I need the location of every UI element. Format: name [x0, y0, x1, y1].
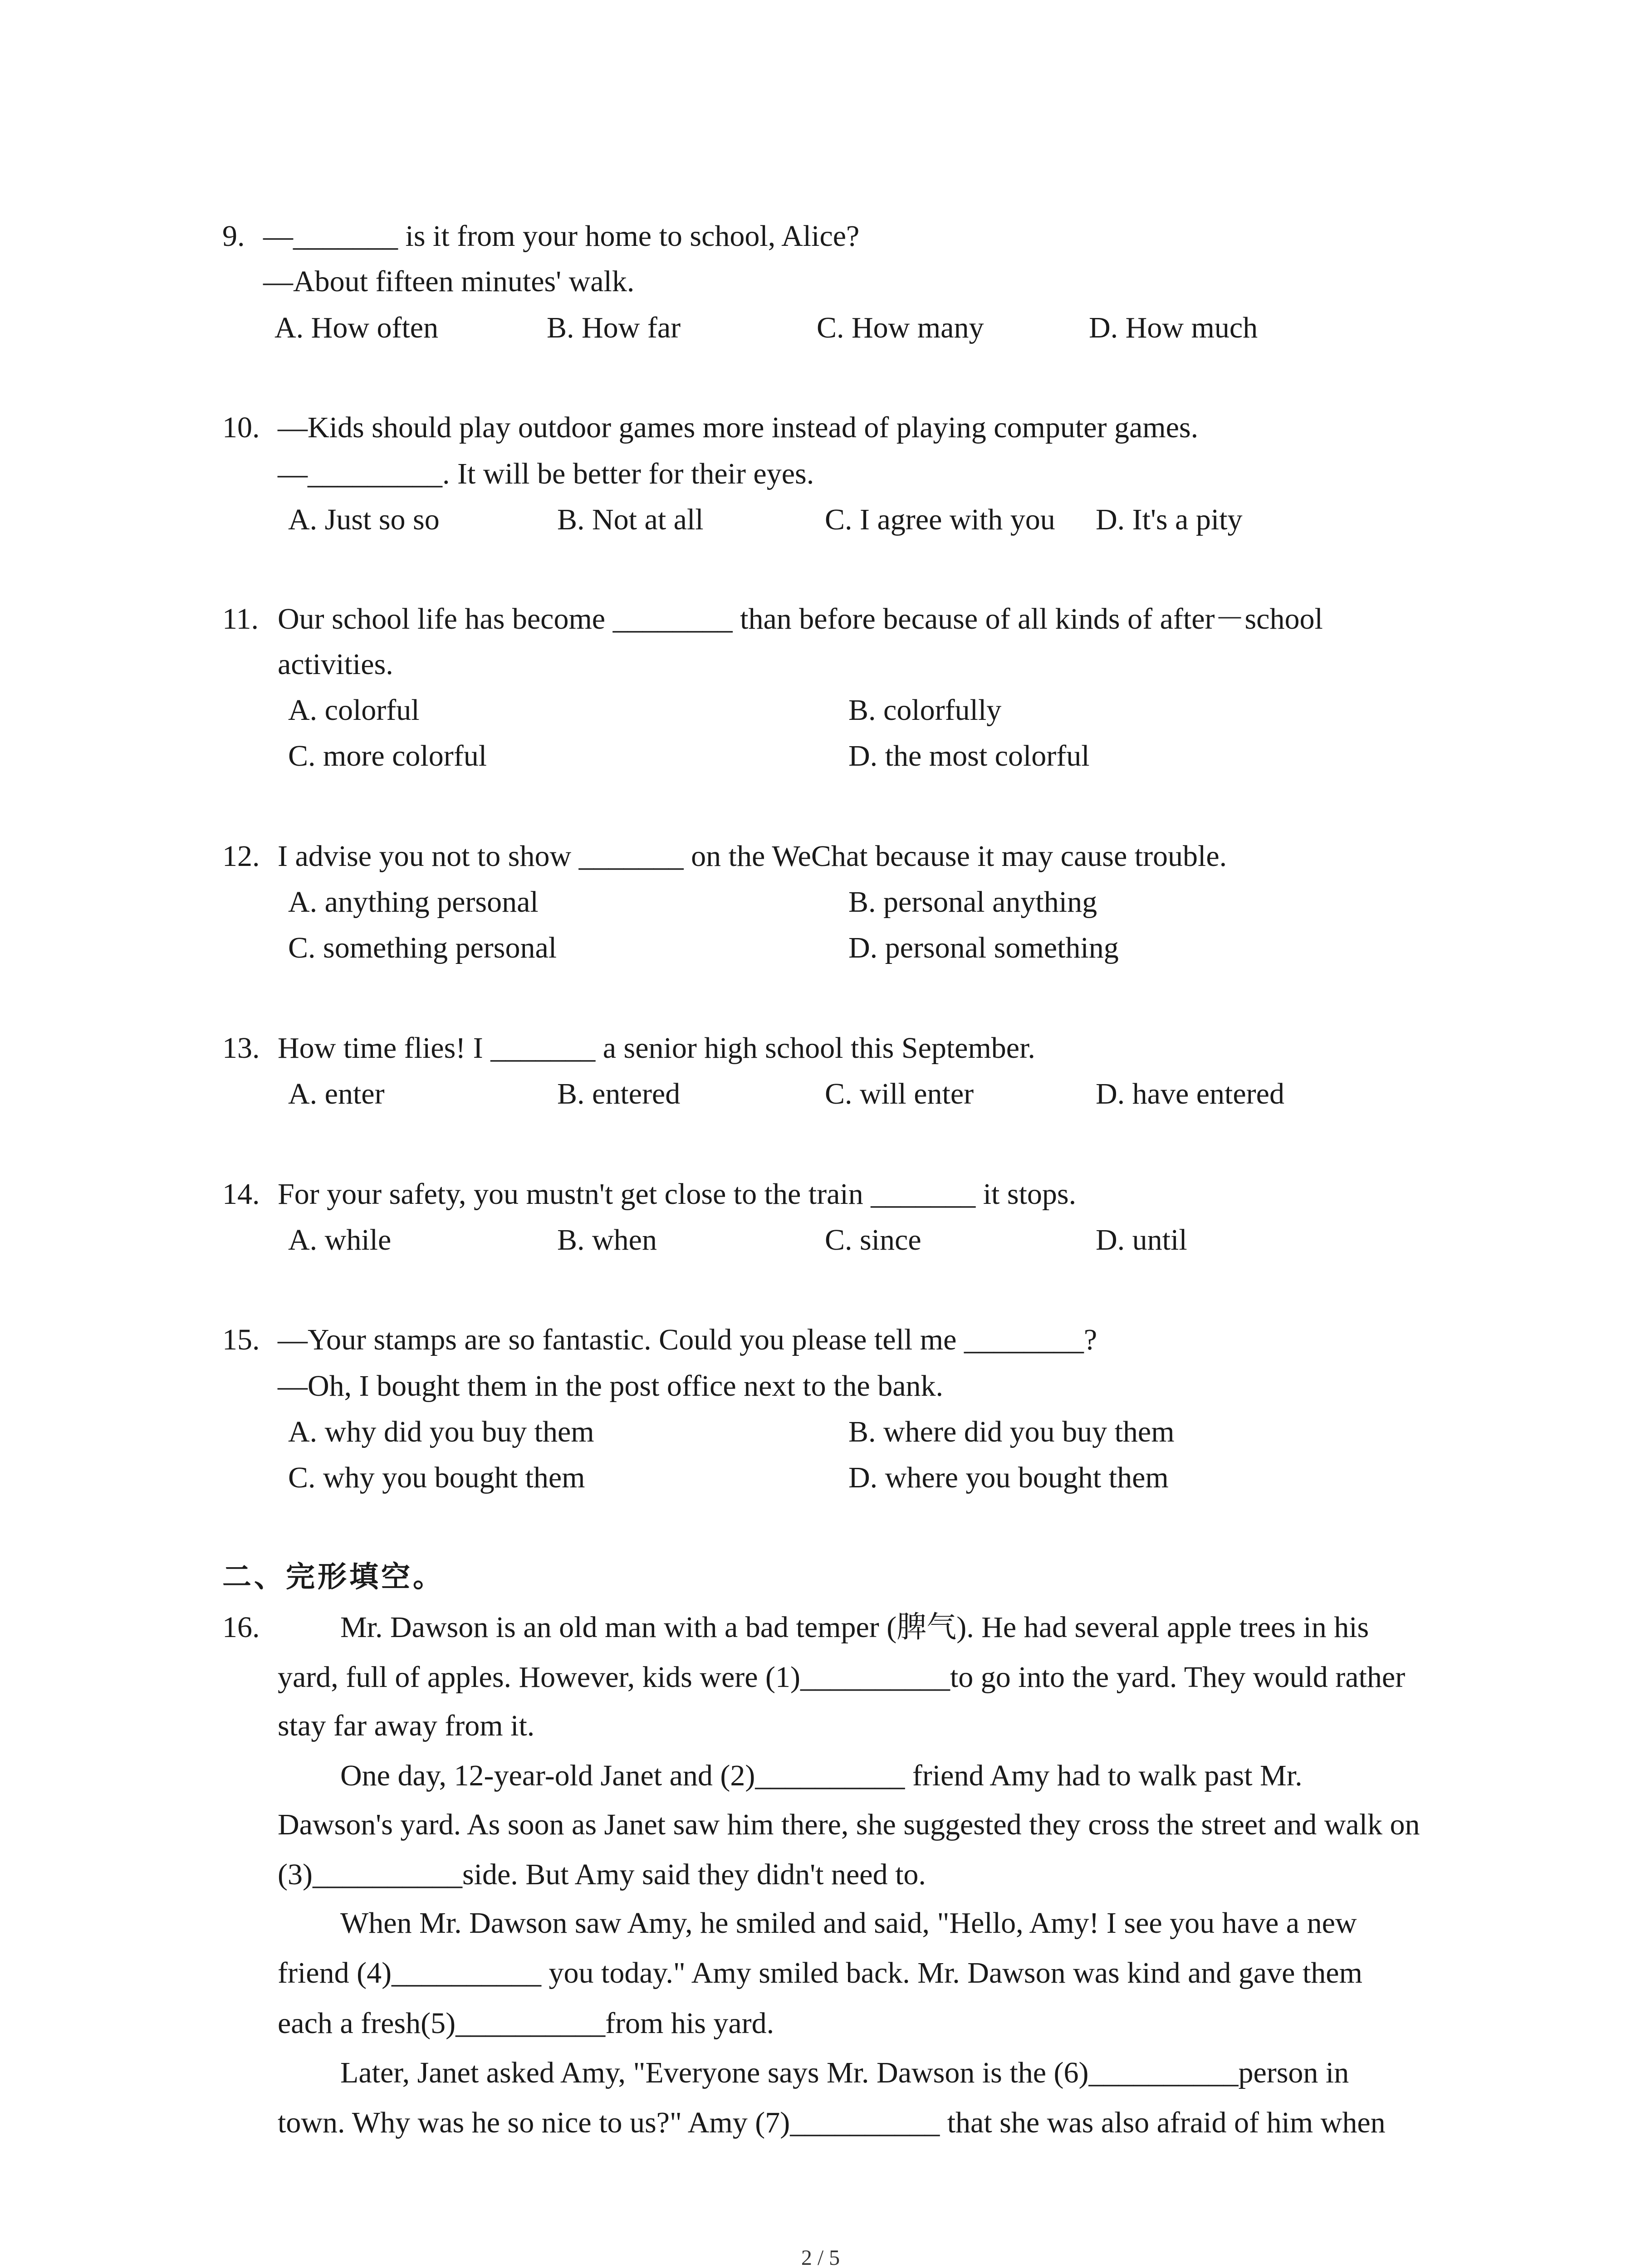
section-heading: 二、完形填空。	[222, 1560, 445, 1594]
option-a: A. enter	[288, 1077, 385, 1110]
question-number: 13.	[222, 1031, 260, 1065]
passage-line: When Mr. Dawson saw Amy, he smiled and said, "Hello, Amy! I see you have a new	[340, 1906, 1357, 1940]
passage-line: stay far away from it.	[278, 1709, 535, 1742]
option-d: D. It's a pity	[1096, 503, 1243, 536]
passage-line: Mr. Dawson is an old man with a bad temper (脾气). He had several apple trees in his	[340, 1611, 1369, 1644]
question-stem: For your safety, you mustn't get close to the train _______ it stops.	[278, 1178, 1077, 1211]
question-number: 10.	[222, 411, 260, 444]
question-reply: —About fifteen minutes' walk.	[263, 265, 635, 298]
question-reply: —Oh, I bought them in the post office next to the bank.	[278, 1369, 944, 1403]
question-number: 12.	[222, 840, 260, 873]
question-number: 9.	[222, 220, 245, 253]
passage-line: friend (4)__________ you today." Amy smiled back. Mr. Dawson was kind and gave them	[278, 1956, 1362, 1989]
option-b: B. personal anything	[848, 885, 1097, 919]
option-b: B. where did you buy them	[848, 1415, 1175, 1448]
option-b: B. entered	[557, 1077, 681, 1110]
passage-line: yard, full of apples. However, kids were (1)__________to go into the yard. They would rather	[278, 1661, 1406, 1694]
option-b: B. colorfully	[848, 694, 1002, 727]
option-d: D. How much	[1089, 311, 1258, 344]
option-b: B. when	[557, 1223, 657, 1256]
question-number: 15.	[222, 1323, 260, 1356]
passage-line: (3)__________side. But Amy said they didn't need to.	[278, 1858, 926, 1891]
option-a: A. Just so so	[288, 503, 440, 536]
question-stem: —_______ is it from your home to school, Alice?	[263, 220, 860, 253]
question-number: 11.	[222, 602, 259, 635]
passage-line: Dawson's yard. As soon as Janet saw him there, she suggested they cross the street and walk on	[278, 1808, 1420, 1841]
question-stem-continued: activities.	[278, 648, 393, 681]
passage-line: Later, Janet asked Amy, "Everyone says Mr. Dawson is the (6)__________person in	[340, 2056, 1349, 2089]
option-a: A. anything personal	[288, 885, 539, 919]
option-c: C. I agree with you	[825, 503, 1055, 536]
option-d: D. until	[1096, 1223, 1187, 1256]
question-stem: I advise you not to show _______ on the WeChat because it may cause trouble.	[278, 840, 1227, 873]
option-d: D. where you bought them	[848, 1461, 1169, 1494]
option-c: C. will enter	[825, 1077, 974, 1110]
option-a: A. colorful	[288, 694, 420, 727]
option-c: C. more colorful	[288, 739, 487, 772]
question-number: 16.	[222, 1611, 260, 1644]
option-b: B. How far	[547, 311, 681, 344]
option-c: C. How many	[817, 311, 984, 344]
option-c: C. why you bought them	[288, 1461, 585, 1494]
option-a: A. why did you buy them	[288, 1415, 594, 1448]
option-c: C. something personal	[288, 931, 557, 964]
question-stem: How time flies! I _______ a senior high school this September.	[278, 1031, 1035, 1065]
question-stem: —Your stamps are so fantastic. Could you please tell me ________?	[278, 1323, 1097, 1356]
option-d: D. have entered	[1096, 1077, 1284, 1110]
question-stem: Our school life has become ________ than before because of all kinds of after－school	[278, 602, 1323, 635]
option-d: D. personal something	[848, 931, 1119, 964]
question-stem: —Kids should play outdoor games more instead of playing computer games.	[278, 411, 1199, 444]
passage-line: each a fresh(5)__________from his yard.	[278, 2007, 774, 2040]
question-number: 14.	[222, 1178, 260, 1211]
question-reply: —_________. It will be better for their eyes.	[278, 457, 814, 490]
page-number: 2 / 5	[801, 2246, 840, 2268]
passage-line: One day, 12-year-old Janet and (2)__________ friend Amy had to walk past Mr.	[340, 1759, 1303, 1792]
option-d: D. the most colorful	[848, 739, 1090, 772]
option-a: A. How often	[274, 311, 439, 344]
option-c: C. since	[825, 1223, 921, 1256]
passage-line: town. Why was he so nice to us?" Amy (7)__________ that she was also afraid of him when	[278, 2106, 1386, 2139]
option-a: A. while	[288, 1223, 392, 1256]
option-b: B. Not at all	[557, 503, 704, 536]
